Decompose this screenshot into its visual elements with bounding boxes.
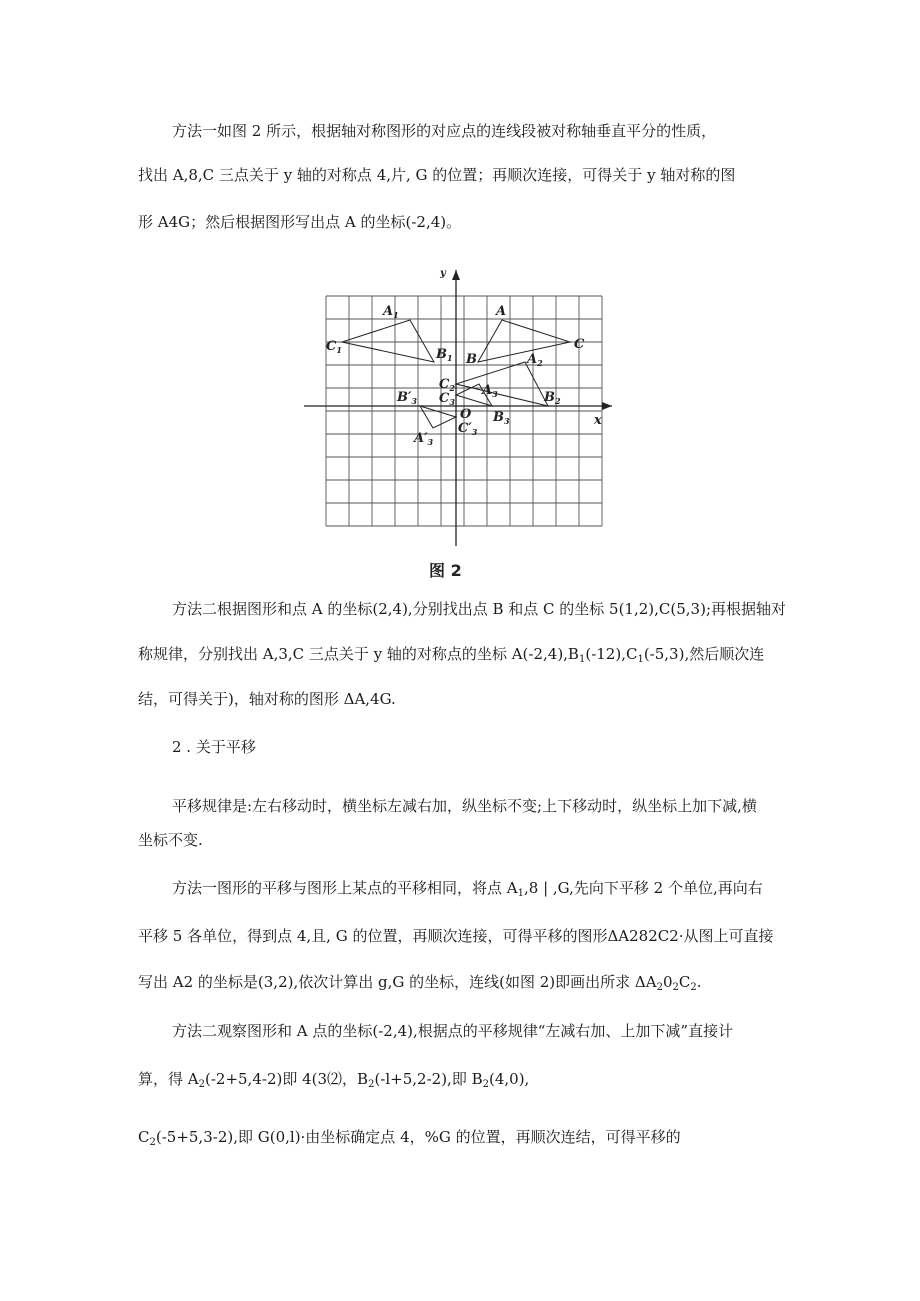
origin-label: O bbox=[460, 407, 472, 422]
y-axis-label: y bbox=[440, 268, 446, 279]
section-heading: 2 . 关于平移 bbox=[172, 738, 256, 756]
label-C3-prime: $C'_3$ bbox=[458, 421, 478, 437]
label-C1: $C_1$ bbox=[326, 339, 342, 355]
paragraph-line: 结，可得关于)，轴对称的图形 ΔA,4G. bbox=[138, 690, 396, 708]
paragraph-line: 坐标不变. bbox=[138, 831, 203, 849]
paragraph-line: 平移 5 各单位，得到点 4,且, G 的位置，再顺次连接，可得平移的图形ΔA282C2·从图上可直接 bbox=[138, 927, 774, 945]
x-axis-arrow-icon bbox=[602, 402, 612, 410]
triangle-A3p-B3p-C3p bbox=[420, 406, 456, 428]
label-A3: $A_3$ bbox=[482, 383, 498, 399]
label-A2: $A_2$ bbox=[527, 352, 543, 368]
paragraph-line: 方法二根据图形和点 A 的坐标(2,4),分别找出点 B 和点 C 的坐标 5(1,2),C(5,3);再根据轴对 bbox=[172, 600, 786, 618]
paragraph-line: 平移规律是:左右移动时，横坐标左减右加，纵坐标不变;上下移动时，纵坐标上加下减,横 bbox=[172, 797, 757, 815]
label-B3-prime: $B'_3$ bbox=[397, 390, 417, 406]
x-axis-label: x bbox=[594, 413, 602, 428]
label-A3-prime: $A'_3$ bbox=[414, 431, 434, 447]
label-B: B bbox=[466, 352, 477, 367]
paragraph-line: 形 A4G；然后根据图形写出点 A 的坐标(-2,4)。 bbox=[138, 213, 462, 231]
paragraph-line: 算，得 $A_2(-2+5,4-2)$即 4(3⑵，$B_2(-l+5,2-2)$,即 $B_2(4,0)$, bbox=[138, 1070, 530, 1090]
triangle-A1B1C1 bbox=[342, 320, 434, 362]
label-A1: $A_1$ bbox=[383, 304, 399, 320]
paragraph-line: 找出 A,8,C 三点关于 y 轴的对称点 4,片, G 的位置；再顺次连接，可得关于 y 轴对称的图 bbox=[138, 166, 736, 184]
paragraph-line: 方法一图形的平移与图形上某点的平移相同，将点 $A_1,8$ | ,G,先向下平移 2 个单位,再向右 bbox=[172, 879, 763, 899]
label-C: C bbox=[574, 337, 585, 352]
label-A: A bbox=[496, 304, 507, 319]
paragraph-line: 写出 A2 的坐标是(3,2),依次计算出 g,G 的坐标，连线(如图 2)即画出所求 $\Delta A_20_2C_2$. bbox=[138, 973, 702, 993]
y-axis-arrow-icon bbox=[452, 270, 460, 280]
paragraph-line: $C_2(-5+5,3-2)$,即 G(0,l)·由坐标确定点 4，%G 的位置，再顺次连结，可得平移的 bbox=[138, 1128, 681, 1148]
label-B3: $B_3$ bbox=[493, 410, 510, 426]
label-B1: $B_1$ bbox=[436, 347, 453, 363]
figure-2-coordinate-grid bbox=[296, 264, 626, 584]
label-B2: $B_2$ bbox=[544, 390, 561, 406]
label-C3: $C_3$ bbox=[439, 391, 455, 407]
paragraph-line: 称规律，分别找出 A,3,C 三点关于 y 轴的对称点的坐标 $A(-2,4),B_1(-12),C_1(-5,3)$,然后顺次连 bbox=[138, 645, 765, 665]
figure-caption: 图 2 bbox=[429, 561, 462, 580]
label-C2: $C_2$ bbox=[439, 377, 455, 393]
paragraph-line: 方法一如图 2 所示，根据轴对称图形的对应点的连线段被对称轴垂直平分的性质， bbox=[172, 122, 717, 140]
paragraph-line: 方法二观察图形和 A 点的坐标(-2,4),根据点的平移规律“左减右加、上加下减”直接计 bbox=[172, 1022, 734, 1040]
